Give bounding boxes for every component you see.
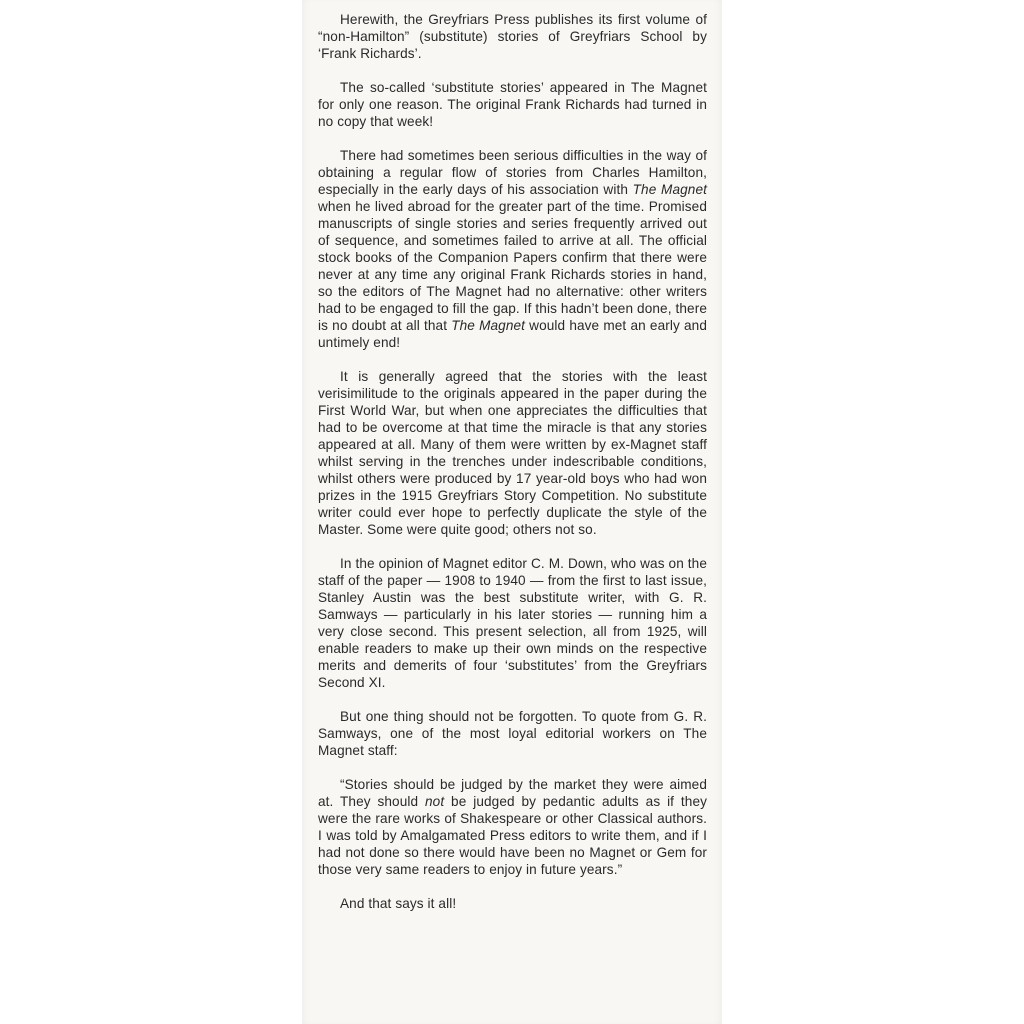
paragraph-text: In the opinion of Magnet editor C. M. Down, who was on the staff of the paper — 1908 to 1940 — from the first to last issue, Stanley Austin was the best substitute writer, with G. R. Samways — particularly in his later stories — running him a very close second. This present selection, all from 1925, will enable readers to make up their own minds on the respective merits and demerits of four ‘substitutes’ from the Greyfriars Second XI.	[318, 556, 707, 690]
paragraph-text: The so-called ‘substitute stories’ appeared in The Magnet for only one reason. The original Frank Richards had turned in no copy that week!	[318, 80, 707, 129]
paragraph-difficulties	[318, 147, 707, 351]
paragraph-text: “Stories should be judged by the market they were aimed at. They should	[318, 777, 707, 809]
paragraph-editor-opinion	[318, 555, 707, 691]
paragraph-closing	[318, 895, 707, 912]
document-page	[302, 0, 722, 1024]
paragraph-text: be judged by pedantic adults as if they were the rare works of Shakespeare or other Classical authors. I was told by Amalgamated Press editors to write them, and if I had not done so there would have been no Magnet or Gem for those very same readers to enjoy in future years.”	[318, 794, 708, 877]
italic-magnet-title: The Magnet	[451, 318, 526, 333]
paragraph-text: when he lived abroad for the greater part of the time. Promised manuscripts of single stories and series frequently arrived out of sequence, and sometimes failed to arrive at all. The official stock books of the Companion Papers confirm that there were never at any time any original Frank Richards stories in hand, so the editors of The Magnet had no alternative: other writers had to be engaged to fill the gap. If this hadn’t been done, there is no doubt at all that	[318, 199, 707, 333]
paragraph-text: would have met an early and untimely end!	[318, 318, 707, 350]
paragraph-substitute-reason	[318, 79, 707, 130]
paragraph-text: It is generally agreed that the stories with the least verisimilitude to the originals appeared in the paper during the First World War, but when one appreciates the difficulties that had to be overcome at that time the miracle is that any stories appeared at all. Many of them were written by ex-Magnet staff whilst serving in the trenches under indescribable conditions, whilst others were produced by 17 year-old boys who had won prizes in the 1915 Greyfriars Story Competition. No substitute writer could ever hope to perfectly duplicate the style of the Master. Some were quite good; others not so.	[318, 369, 707, 537]
paragraph-intro	[318, 11, 707, 62]
paragraph-samways-quote	[318, 776, 707, 878]
paragraph-samways-intro	[318, 708, 707, 759]
text-column	[318, 11, 707, 912]
italic-magnet-title: The Magnet	[632, 182, 707, 197]
paragraph-text: Herewith, the Greyfriars Press publishes its first volume of “non-Hamilton” (substitute) stories of Greyfriars School by ‘Frank Richards’.	[318, 12, 707, 61]
paragraph-text: And that says it all!	[340, 896, 457, 911]
paragraph-text: There had sometimes been serious difficulties in the way of obtaining a regular flow of stories from Charles Hamilton, especially in the early days of his association with	[318, 148, 707, 197]
paragraph-first-world-war	[318, 368, 707, 538]
paragraph-text: But one thing should not be forgotten. To quote from G. R. Samways, one of the most loyal editorial workers on The Magnet staff:	[318, 709, 707, 758]
italic-emphasis: not	[425, 794, 445, 809]
